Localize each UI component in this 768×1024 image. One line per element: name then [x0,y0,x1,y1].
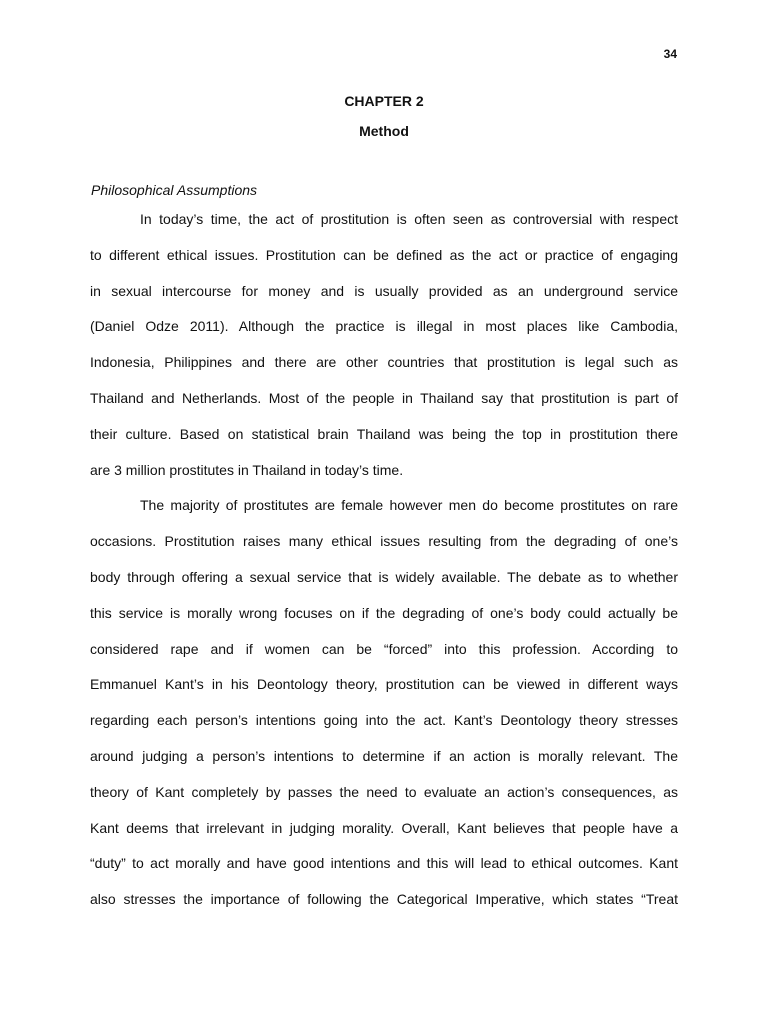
subheading-philosophical-assumptions: Philosophical Assumptions [91,182,258,198]
text-line: Thailand and Netherlands. Most of the people in Thailand say that prostitution is part of [90,389,678,406]
text-line: body through offering a sexual service that is widely available. The debate as to whether [90,568,678,585]
text-line: The majority of prostitutes are female however men do become prostitutes on rare [140,497,678,514]
text-line: to different ethical issues. Prostitution can be defined as the act or practice of engaging [90,246,678,263]
text-line: occasions. Prostitution raises many ethical issues resulting from the degrading of one’s [90,533,678,550]
chapter-title: CHAPTER 2 [344,93,424,109]
section-title: Method [359,123,409,139]
text-line: this service is morally wrong focuses on if the degrading of one’s body could actually be [90,604,678,621]
text-line: in sexual intercourse for money and is usually provided as an underground service [90,282,678,299]
text-line: considered rape and if women can be “forced” into this profession. According to [90,640,678,657]
text-line: Indonesia, Philippines and there are other countries that prostitution is legal such as [90,354,678,371]
page-number: 34 [663,47,677,61]
paragraph-1 [90,202,678,488]
text-line: Emmanuel Kant’s in his Deontology theory, prostitution can be viewed in different ways [90,676,678,693]
text-line: around judging a person’s intentions to determine if an action is morally relevant. The [90,747,678,764]
text-line: also stresses the importance of following the Categorical Imperative, which states “Treat [90,891,678,908]
paragraph-2 [90,488,678,918]
text-line: their culture. Based on statistical brain Thailand was being the top in prostitution there [90,425,678,442]
text-line: “duty” to act morally and have good intentions and this will lead to ethical outcomes. Kant [90,855,678,872]
text-line: are 3 million prostitutes in Thailand in today’s time. [90,461,404,478]
text-line: (Daniel Odze 2011). Although the practice is illegal in most places like Cambodia, [90,318,678,335]
text-line: In today’s time, the act of prostitution is often seen as controversial with respect [140,211,678,227]
text-line: theory of Kant completely by passes the need to evaluate an action’s consequences, as [90,783,678,800]
text-line: Kant deems that irrelevant in judging morality. Overall, Kant believes that people have a [90,819,678,836]
body-text [90,202,678,918]
text-line: regarding each person’s intentions going into the act. Kant’s Deontology theory stresses [90,712,678,729]
